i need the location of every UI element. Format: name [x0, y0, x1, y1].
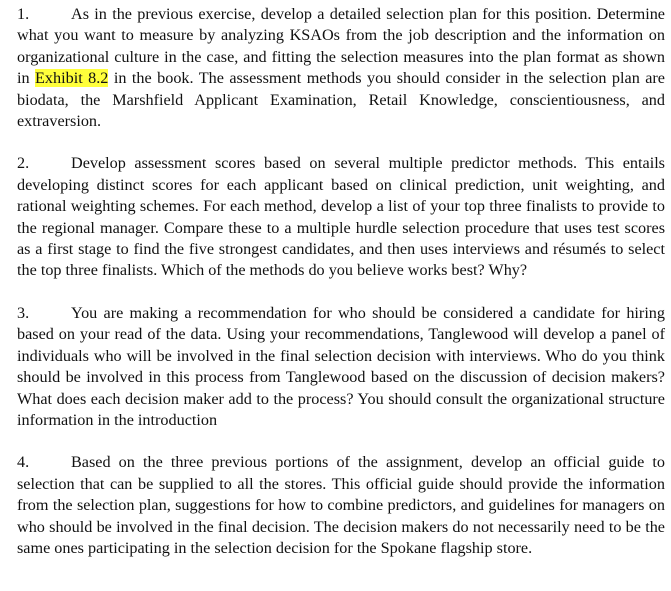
highlighted-exhibit-reference: Exhibit 8.2: [35, 69, 109, 88]
item-text-continued: in the book. The assessment methods you should consider in the selection plan are biodata, the Marshfield Applicant Examination, Retail Knowledge, conscientiousness, and extraversion.: [17, 69, 665, 131]
item-text: Based on the three previous portions of the assignment, develop an official guide to selection that can be supplied to all the stores. This official guide should provide the information from the selection plan, suggestions for how to combine predictors, and guidelines for managers on who should be involved in the final decision. The decision makers do not necessarily need to be the same ones participating in the selection decision for the Spokane flagship store.: [17, 453, 665, 557]
assignment-item-1: [17, 4, 665, 132]
item-text: As in the previous exercise, develop a detailed selection plan for this position. Determine what you want to measure by analyzing KSAOs from the job description and the information on organizational culture in the case, and fitting the selection measures into the plan format as shown in: [17, 5, 665, 88]
assignment-item-3: [17, 303, 665, 431]
assignment-item-2: [17, 153, 665, 281]
assignment-document: [17, 4, 665, 580]
assignment-item-4: [17, 452, 665, 559]
item-number: 3.: [17, 303, 30, 322]
item-text: You are making a recommendation for who should be considered a candidate for hiring based on your read of the data. Using your recommendations, Tanglewood will develop a panel of individuals who will be involved in the final selection decision with interviews. Who do you think should be involved in this process from Tanglewood based on the discussion of decision makers? What does each decision maker add to the process? You should consult the organizational structure information in the introduction: [17, 303, 665, 429]
item-number: 2.: [17, 154, 30, 173]
item-number: 1.: [17, 5, 30, 23]
item-number: 4.: [17, 453, 30, 472]
item-text: Develop assessment scores based on several multiple predictor methods. This entails developing distinct scores for each applicant based on clinical prediction, unit weighting, and rational weighting schemes. For each method, develop a list of your top three finalists to provide to the regional manager. Compare these to a multiple hurdle selection procedure that uses test scores as a first stage to find the five strongest candidates, and then uses interviews and résumés to select the top three finalists. Which of the methods do you believe works best? Why?: [17, 154, 665, 280]
